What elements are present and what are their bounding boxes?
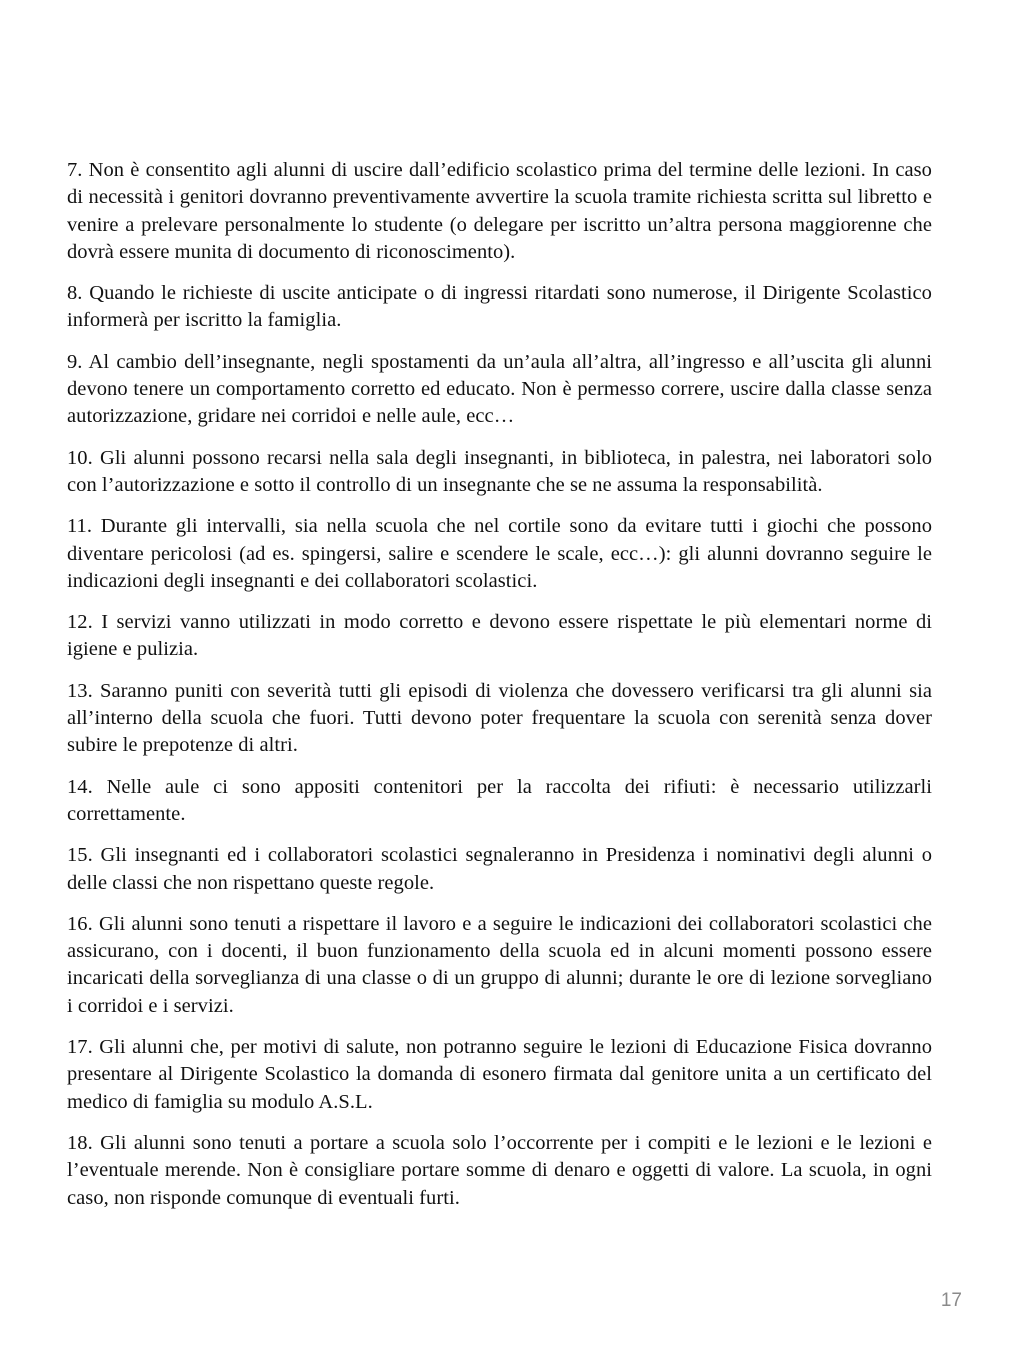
rule-paragraph-7: 7. Non è consentito agli alunni di uscire dall’edificio scolastico prima del termine delle lezioni. In caso di necessità i genitori dovranno preventivamente avvertire la scuola tramite richiesta scritta sul libretto e venire a prelevare personalmente lo studente (o delegare per iscritto un’altra persona maggiorenne che dovrà essere munita di documento di riconoscimento). [67,159,932,263]
rule-paragraph-9: 9. Al cambio dell’insegnante, negli spostamenti da un’aula all’altra, all’ingresso e all’uscita gli alunni devono tenere un comportamento corretto ed educato. Non è permesso correre, uscire dalla classe senza autorizzazione, gridare nei corridoi e nelle aule, ecc… [67,350,932,428]
rule-paragraph-14: 14. Nelle aule ci sono appositi contenitori per la raccolta dei rifiuti: è necessario utilizzarli correttamente. [67,775,932,825]
rule-paragraph-15: 15. Gli insegnanti ed i collaboratori scolastici segnaleranno in Presidenza i nominativi degli alunni o delle classi che non rispettano queste regole. [67,844,932,894]
rule-paragraph-12: 12. I servizi vanno utilizzati in modo corretto e devono essere rispettate le più elementari norme di igiene e pulizia. [67,611,932,661]
rule-paragraph-16: 16. Gli alunni sono tenuti a rispettare il lavoro e a seguire le indicazioni dei collaboratori scolastici che assicurano, con i docenti, il buon funzionamento della scuola ed in alcuni momenti possono essere incaricati della sorveglianza di una classe o di un gruppo di alunni; durante le ore di lezione sorvegliano i corridoi e i servizi. [67,912,932,1017]
rule-paragraph-13: 13. Saranno puniti con severità tutti gli episodi di violenza che dovessero verificarsi tra gli alunni sia all’interno della scuola che fuori. Tutti devono poter frequentare la scuola con serenità senza dover subire le prepotenze di altri. [67,679,932,757]
rule-paragraph-17: 17. Gli alunni che, per motivi di salute, non potranno seguire le lezioni di Educazione Fisica dovranno presentare al Dirigente Scolastico la domanda di esonero firmata dal genitore unita a un certificato del medico di famiglia su modulo A.S.L. [67,1036,932,1113]
rule-paragraph-10: 10. Gli alunni possono recarsi nella sala degli insegnanti, in biblioteca, in palestra, nei laboratori solo con l’autorizzazione e sotto il controllo di un insegnante che se ne assuma la responsabilità. [67,446,932,496]
document-body [67,157,932,1226]
page-number: 17 [940,1290,962,1311]
rule-paragraph-18: 18. Gli alunni sono tenuti a portare a scuola solo l’occorrente per i compiti e le lezioni e le lezioni e l’eventuale merende. Non è consigliare portare somme di denaro e oggetti di valore. La scuola, in ogni caso, non risponde comunque di eventuali furti. [67,1131,932,1209]
rule-paragraph-11: 11. Durante gli intervalli, sia nella scuola che nel cortile sono da evitare tutti i giochi che possono diventare pericolosi (ad es. spingersi, salire e scendere le scale, ecc…): gli alunni dovranno seguire le indicazioni degli insegnanti e dei collaboratori scolastici. [67,515,932,592]
rule-paragraph-8: 8. Quando le richieste di uscite anticipate o di ingressi ritardati sono numerose, il Dirigente Scolastico informerà per iscritto la famiglia. [67,282,932,332]
